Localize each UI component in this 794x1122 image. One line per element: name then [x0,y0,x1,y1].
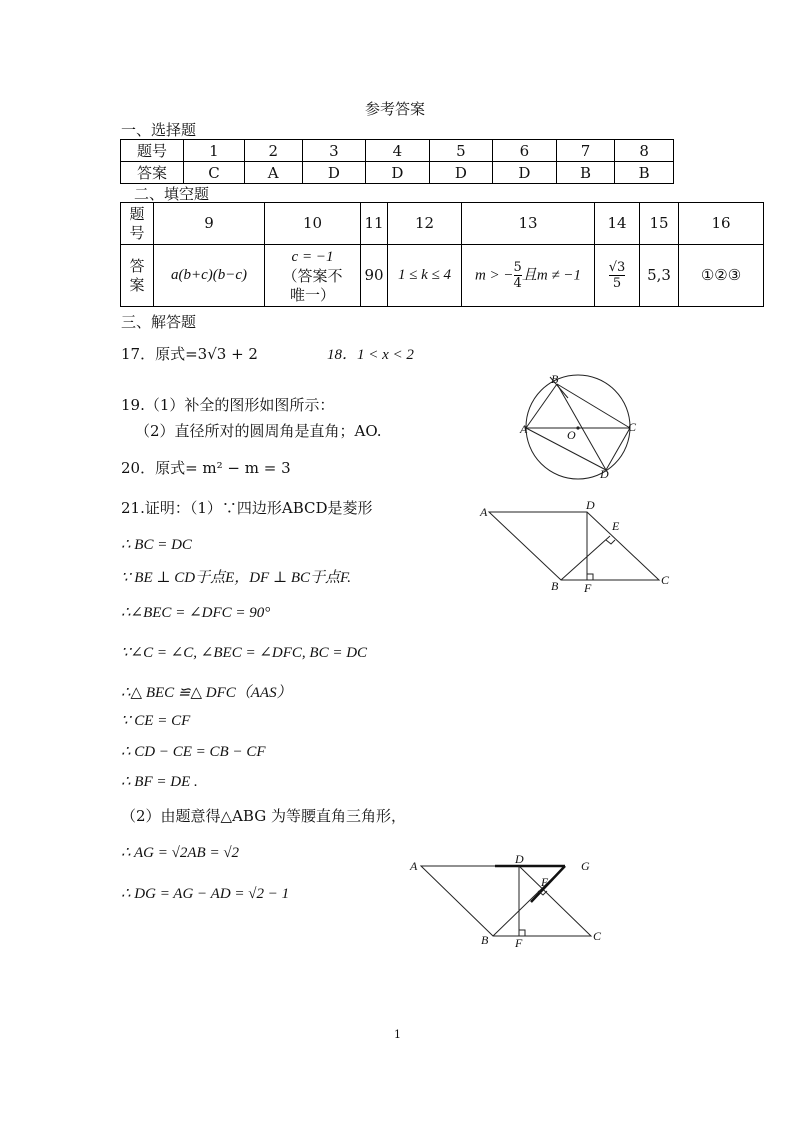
page-title: 参考答案 [365,100,426,118]
table-cell: 6 [493,140,557,162]
cell-text: 唯一） [289,285,335,304]
table-cell: D [493,162,557,184]
label-b: B [481,933,489,947]
table-cell: 1 ≤ k ≤ 4 [388,245,462,307]
table-row [121,140,674,162]
table-cell: 11 [361,203,388,245]
table-cell: 7 [556,140,615,162]
answer-q21: 21.证明：（1）∵四边形ABCD是菱形 [121,499,373,517]
table-cell: 14 [595,203,640,245]
table-cell: D [429,162,493,184]
label-b: B [551,579,559,593]
table-cell [265,245,361,307]
proof-line: ∴∠BEC = ∠DFC = 90° [121,605,271,621]
cell-text: 号 [129,223,145,242]
table-cell [121,203,154,245]
proof-line: ∴ BC = DC [121,537,192,553]
line-bc [557,384,630,428]
proof-line: ∴ CD − CE = CB − CF [121,744,266,760]
label-a: A [480,505,488,519]
label-g: G [581,859,590,873]
table-cell [121,245,154,307]
rhombus-figure [475,498,675,594]
section2-heading: 二、填空题 [134,185,210,203]
label-d: D [586,498,595,512]
answer-q19-part1: 19.（1）补全的图形如图所示： [121,396,335,414]
proof-line: ∴△ BEC ≌△ DFC（AAS） [121,685,292,701]
proof-line: ∴ BF = DE . [121,774,198,790]
table-cell: 10 [265,203,361,245]
page-number: 1 [394,1028,401,1041]
denominator: 5 [609,275,626,291]
answer-q17: 17．原式=3√3 + 2 [121,345,258,363]
cell-text: 且m ≠ −1 [521,267,582,284]
denominator: 4 [513,276,522,291]
label-c: C [661,573,670,587]
circle-figure [510,372,640,480]
rhombus-abcd [489,512,659,580]
line-be [561,536,610,580]
label-b: B [551,372,559,386]
table-cell: 4 [366,140,430,162]
table-cell [462,245,595,307]
cell-text: 答 [129,256,145,275]
table-row [121,203,764,245]
fraction [609,260,626,291]
table-cell: 8 [615,140,674,162]
cell-text: c = −1 [291,248,334,265]
table-cell: B [556,162,615,184]
section3-heading: 三、解答题 [121,313,197,331]
table-cell: B [615,162,674,184]
proof-line: ∴ AG = √2AB = √2 [121,845,240,861]
right-angle-mark [587,574,593,580]
section1-heading: 一、选择题 [121,121,197,139]
rhombus-abcd [421,866,591,936]
fraction [514,260,522,291]
table-cell: D [302,162,366,184]
label-c: C [593,929,602,943]
table-cell: 13 [462,203,595,245]
proof-line: ∵ BE ⊥ CD于点E，DF ⊥ BC于点F. [121,570,351,586]
label-f: F [584,581,592,594]
right-angle-mark [606,540,615,544]
line-cd [606,428,630,470]
answer-q19-part2: （2）直径所对的圆周角是直角；AO. [135,422,382,440]
label-f: F [515,936,523,950]
table-cell: 12 [388,203,462,245]
table-cell: 90 [361,245,388,307]
label-a: A [520,422,528,436]
table-cell: a(b+c)(b−c) [154,245,265,307]
table-cell: 题号 [121,140,184,162]
table-cell: 16 [679,203,764,245]
table-cell: A [244,162,302,184]
table-row [121,245,764,307]
center-point [576,426,579,429]
table-cell: C [184,162,245,184]
label-o: O [567,428,576,442]
numerator: √3 [608,260,626,275]
label-a: A [410,859,418,873]
label-d: D [600,467,609,480]
table-cell [595,245,640,307]
table-cell: D [366,162,430,184]
label-e: E [541,875,549,889]
proof-line: （2）由题意得△ABG 为等腰直角三角形， [121,807,406,825]
cell-text: 案 [129,275,145,294]
table-cell: 答案 [121,162,184,184]
cell-text: 题 [129,204,145,223]
table-cell: 9 [154,203,265,245]
label-c: C [628,420,637,434]
answer-q18: 18．1 < x < 2 [327,347,414,363]
cell-text: m > − [474,267,514,284]
proof-line: ∵∠C = ∠C, ∠BEC = ∠DFC, BC = DC [121,645,368,661]
answer-q20: 20．原式= m² − m = 3 [121,459,291,477]
table-cell: 5,3 [640,245,679,307]
proof-line: ∵ CE = CF [121,713,191,729]
table-cell: 15 [640,203,679,245]
fill-blank-answer-table [120,202,764,307]
table-cell: ①②③ [679,245,764,307]
choice-answer-table [120,139,674,184]
table-row [121,162,674,184]
table-cell: 2 [244,140,302,162]
numerator: 5 [513,260,522,275]
table-cell: 1 [184,140,245,162]
table-cell: 3 [302,140,366,162]
cell-text: （答案不 [282,266,343,285]
table-cell: 5 [429,140,493,162]
label-e: E [612,519,620,533]
label-d: D [515,852,524,866]
proof-line: ∴ DG = AG − AD = √2 − 1 [121,886,290,902]
rhombus-g-figure [405,852,610,950]
